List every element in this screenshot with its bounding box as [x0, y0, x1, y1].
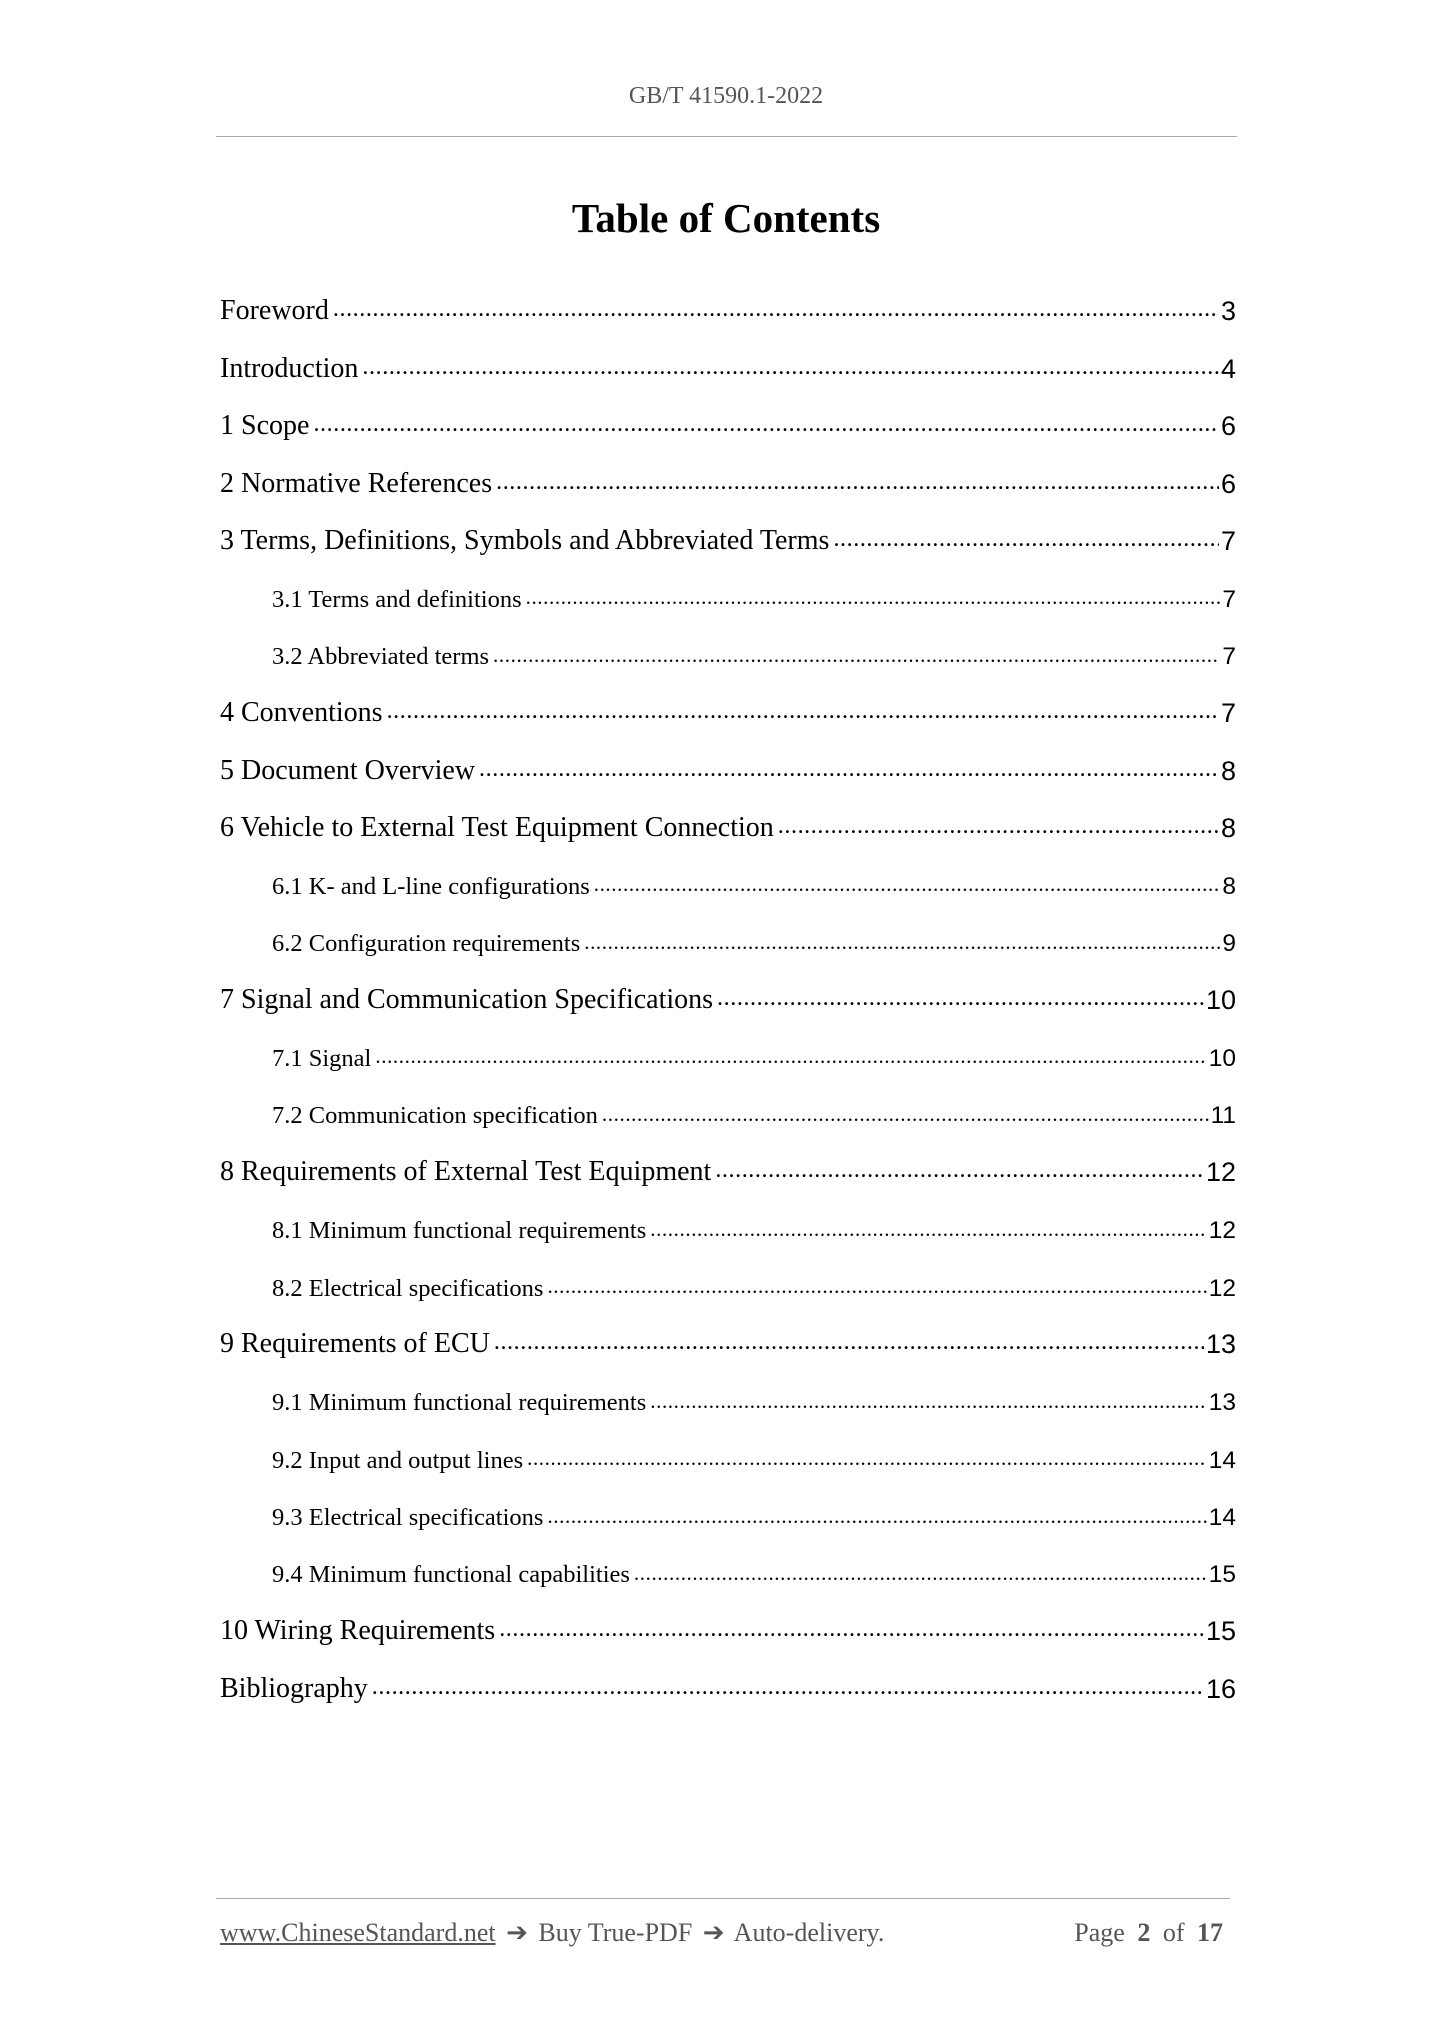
toc-entry-label: 7.1 Signal — [272, 1044, 372, 1072]
toc-entry[interactable] — [220, 440, 1236, 497]
toc-entry-label: 3 Terms, Definitions, Symbols and Abbreviated Terms — [220, 524, 830, 556]
dot-leader — [650, 1219, 1206, 1240]
toc-entry[interactable] — [220, 498, 1236, 555]
dot-leader — [372, 1675, 1204, 1699]
dot-leader — [362, 355, 1219, 379]
dot-leader — [387, 699, 1219, 723]
toc-entry-page-number: 6 — [1220, 411, 1236, 442]
dot-leader — [375, 1046, 1206, 1067]
toc-entry-page-number: 7 — [1222, 585, 1236, 613]
toc-entry-page-number: 15 — [1208, 1561, 1236, 1589]
toc-entry-page-number: 13 — [1208, 1389, 1236, 1417]
toc-entry-page-number: 10 — [1208, 1044, 1236, 1072]
footer-promo — [220, 1920, 884, 1946]
toc-entry-page-number: 4 — [1220, 353, 1236, 384]
buy-true-pdf-text: Buy True-PDF — [538, 1918, 693, 1947]
toc-entry-page-number: 11 — [1210, 1102, 1236, 1130]
toc-entry-page-number: 13 — [1205, 1329, 1236, 1360]
toc-entry-page-number: 8 — [1222, 872, 1236, 900]
toc-entry-page-number: 6 — [1220, 468, 1236, 499]
toc-entry-label: 1 Scope — [220, 410, 310, 442]
header-divider — [216, 136, 1237, 137]
toc-entry-label: 6.1 K- and L-line configurations — [272, 872, 590, 900]
toc-subentry[interactable] — [220, 899, 1236, 956]
dot-leader — [494, 1330, 1204, 1354]
dot-leader — [584, 932, 1220, 953]
toc-entry[interactable] — [220, 1301, 1236, 1358]
dot-leader — [333, 297, 1219, 321]
dot-leader — [496, 470, 1219, 494]
toc-subentry[interactable] — [220, 842, 1236, 899]
toc-entry-page-number: 3 — [1220, 296, 1236, 327]
dot-leader — [493, 645, 1220, 666]
toc-subentry[interactable] — [220, 1186, 1236, 1243]
dot-leader — [650, 1391, 1206, 1412]
toc-entry-label: 8 Requirements of External Test Equipment — [220, 1156, 712, 1188]
toc-entry-page-number: 7 — [1220, 525, 1236, 556]
toc-entry-page-number: 15 — [1205, 1616, 1236, 1647]
toc-entry-label: 9.3 Electrical specifications — [272, 1504, 544, 1532]
dot-leader — [527, 1448, 1207, 1469]
toc-entry-label: 7.2 Communication specification — [272, 1102, 598, 1130]
dot-leader — [833, 527, 1219, 551]
toc-entry-label: 3.2 Abbreviated terms — [272, 643, 490, 671]
toc-entry[interactable] — [220, 785, 1236, 842]
site-link[interactable]: www.ChineseStandard.net — [220, 1918, 496, 1947]
toc-entry-page-number: 12 — [1208, 1217, 1236, 1245]
arrow-right-icon: ➔ — [506, 1918, 528, 1947]
footer-divider — [216, 1898, 1230, 1899]
dot-leader — [594, 874, 1221, 895]
auto-delivery-text: Auto-delivery. — [733, 1918, 885, 1947]
toc-entry-label: 4 Conventions — [220, 697, 383, 729]
toc-subentry[interactable] — [220, 612, 1236, 669]
toc-entry-label: 3.1 Terms and definitions — [272, 585, 522, 613]
toc-entry[interactable] — [220, 325, 1236, 382]
dot-leader — [526, 587, 1221, 608]
toc-entry-label: 9.4 Minimum functional capabilities — [272, 1561, 630, 1589]
toc-subentry[interactable] — [220, 1014, 1236, 1071]
toc-entry-label: 5 Document Overview — [220, 754, 476, 786]
toc-entry-page-number: 16 — [1205, 1673, 1236, 1704]
toc-entry[interactable] — [220, 268, 1236, 325]
toc-entry-page-number: 8 — [1220, 755, 1236, 786]
dot-leader — [634, 1563, 1207, 1584]
toc-subentry[interactable] — [220, 1416, 1236, 1473]
toc-entry-page-number: 7 — [1220, 698, 1236, 729]
toc-entry-page-number: 7 — [1222, 643, 1236, 671]
dot-leader — [499, 1617, 1204, 1641]
toc-entry-page-number: 10 — [1205, 985, 1236, 1016]
toc-entry-label: Bibliography — [220, 1672, 368, 1704]
toc-entry-label: 9.1 Minimum functional requirements — [272, 1389, 647, 1417]
toc-entry[interactable] — [220, 670, 1236, 727]
toc-entry[interactable] — [220, 727, 1236, 784]
toc-entry-page-number: 14 — [1208, 1504, 1236, 1532]
toc-entry-label: 6 Vehicle to External Test Equipment Connection — [220, 811, 774, 843]
toc-entry-page-number: 12 — [1208, 1274, 1236, 1302]
toc-entry[interactable] — [220, 383, 1236, 440]
dot-leader — [778, 814, 1219, 838]
toc-entry[interactable] — [220, 957, 1236, 1014]
toc-entry-label: 2 Normative References — [220, 467, 493, 499]
toc-list — [220, 268, 1236, 1703]
toc-entry-label: 10 Wiring Requirements — [220, 1615, 496, 1647]
toc-entry-label: 8.2 Electrical specifications — [272, 1274, 544, 1302]
page-current: 2 — [1137, 1918, 1151, 1947]
toc-entry-page-number: 14 — [1208, 1446, 1236, 1474]
toc-entry-page-number: 8 — [1220, 812, 1236, 843]
page-indicator — [1074, 1920, 1229, 1946]
toc-entry[interactable] — [220, 1129, 1236, 1186]
toc-entry[interactable] — [220, 1588, 1236, 1645]
toc-entry-label: 8.1 Minimum functional requirements — [272, 1217, 647, 1245]
dot-leader — [715, 1158, 1204, 1182]
toc-subentry[interactable] — [220, 1244, 1236, 1301]
dot-leader — [717, 986, 1204, 1010]
dot-leader — [313, 412, 1219, 436]
toc-subentry[interactable] — [220, 1473, 1236, 1530]
toc-subentry[interactable] — [220, 555, 1236, 612]
toc-subentry[interactable] — [220, 1358, 1236, 1415]
dot-leader — [602, 1104, 1209, 1125]
toc-entry[interactable] — [220, 1645, 1236, 1702]
toc-entry-label: 9.2 Input and output lines — [272, 1446, 524, 1474]
toc-entry-label: Foreword — [220, 295, 329, 327]
page-word: Page — [1074, 1918, 1125, 1947]
toc-entry-label: 9 Requirements of ECU — [220, 1328, 490, 1360]
page-total: 17 — [1197, 1918, 1223, 1947]
arrow-right-icon: ➔ — [702, 1918, 725, 1947]
document-id-header: GB/T 41590.1-2022 — [628, 83, 824, 109]
toc-subentry[interactable] — [220, 1071, 1236, 1128]
toc-entry-label: Introduction — [220, 352, 359, 384]
toc-entry-page-number: 9 — [1222, 930, 1236, 958]
page-title: Table of Contents — [571, 195, 881, 241]
toc-entry-label: 6.2 Configuration requirements — [272, 930, 581, 958]
of-word: of — [1162, 1918, 1185, 1947]
toc-entry-label: 7 Signal and Communication Specifications — [220, 984, 714, 1016]
dot-leader — [479, 757, 1219, 781]
dot-leader — [547, 1506, 1206, 1527]
toc-subentry[interactable] — [220, 1531, 1236, 1588]
toc-entry-page-number: 12 — [1205, 1157, 1236, 1188]
dot-leader — [547, 1276, 1206, 1297]
